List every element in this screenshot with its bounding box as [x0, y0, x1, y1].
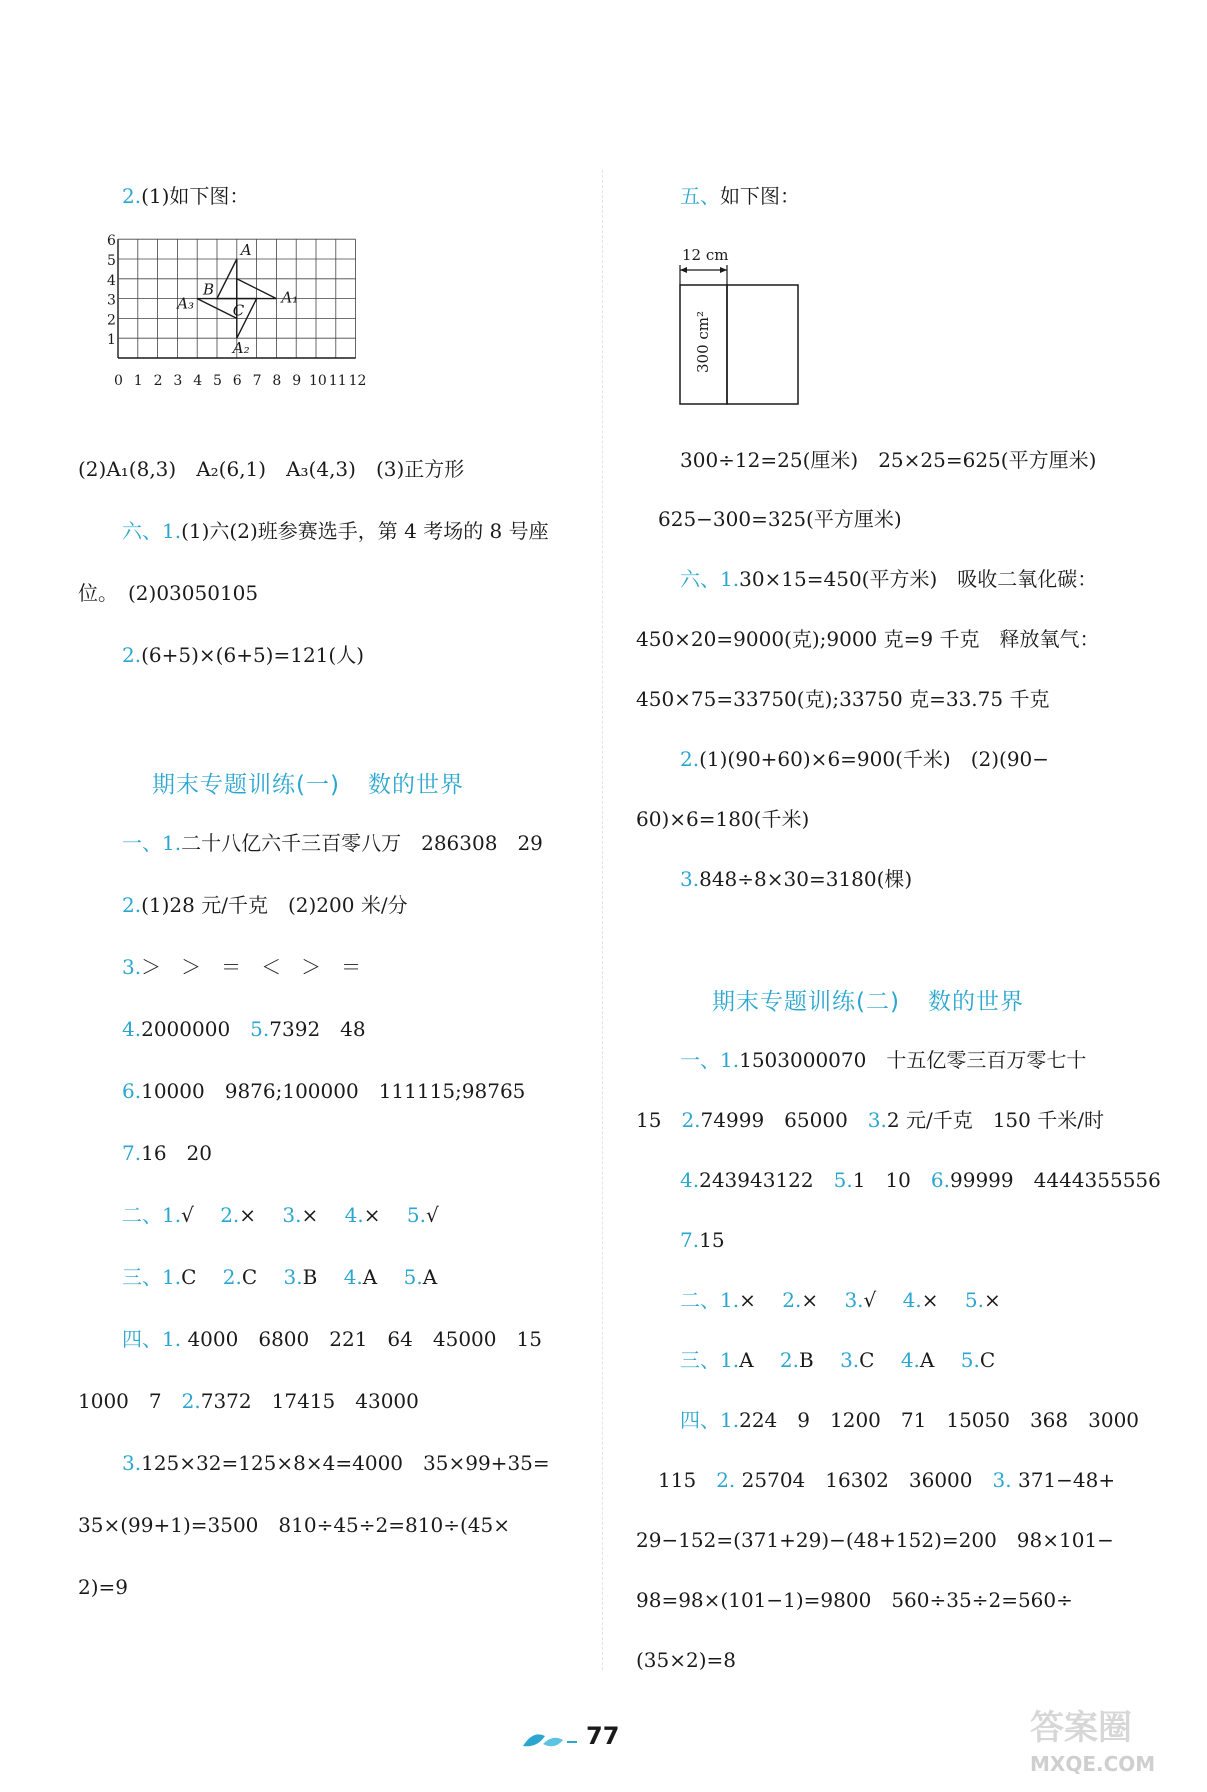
area-label: 300 cm² [694, 310, 712, 373]
y-tick-label: 2 [107, 312, 116, 329]
right-t7: 7.15 [680, 1228, 725, 1252]
right-si-1: 四、1.224 9 1200 71 15050 368 3000 [680, 1408, 1140, 1432]
right-si-3c: 98=98×(101−1)=9800 560÷35÷2=560÷ [636, 1588, 1073, 1612]
right-r2: 625−300=325(平方厘米) [658, 507, 902, 531]
y-tick-label: 4 [107, 272, 116, 289]
x-tick-label: 4 [193, 373, 203, 389]
x-tick-label: 10 [309, 373, 327, 389]
left-six-1a: 六、1.(1)六(2)班参赛选手，第 4 考场的 8 号座 [122, 519, 549, 543]
left-s2: 2.(1)28 元/千克 (2)200 米/分 [122, 893, 408, 917]
left-si-1b-2: 1000 7 2.7372 17415 43000 [78, 1389, 419, 1413]
left-si-3b: 35×(99+1)=3500 810÷45÷2=810÷(45× [78, 1513, 510, 1537]
y-tick-label: 6 [107, 233, 116, 250]
y-tick-label: 5 [107, 253, 116, 269]
x-tick-label: 2 [153, 373, 163, 389]
left-si-3a: 3.125×32=125×8×4=4000 35×99+35= [122, 1451, 550, 1475]
right-si-3d: (35×2)=8 [636, 1648, 737, 1672]
right-si-1b-3a: 115 2. 25704 16302 36000 3. 371−48+ [658, 1468, 1116, 1492]
y-tick-label: 3 [107, 292, 116, 309]
width-label: 12 cm [682, 246, 729, 264]
left-q2-2: (2)A₁(8,3) A₂(6,1) A₃(4,3) (3)正方形 [78, 457, 465, 481]
left-s4-s5: 4.2000000 5.7392 48 [122, 1017, 366, 1041]
left-si-3c: 2)=9 [78, 1575, 129, 1599]
x-tick-label: 7 [252, 373, 262, 389]
left-six-2: 2.(6+5)×(6+5)=121(人) [122, 643, 365, 667]
x-tick-label: 8 [272, 373, 282, 389]
x-tick-label: 12 [348, 373, 367, 389]
left-san-row: 三、1.C 2.C 3.B 4.A 5.A [122, 1265, 438, 1289]
watermark-logo: 答案圈 [1030, 1708, 1132, 1748]
right-t2-t3: 15 2.74999 65000 3.2 元/千克 150 千米/时 [636, 1108, 1104, 1132]
right-r3: 六、1.30×15=450(平方米) 吸收二氧化碳： [680, 567, 1098, 591]
right-r5: 450×75=33750(克);33750 克=33.75 千克 [636, 687, 1050, 711]
left-er-row: 二、1.√ 2.× 3.× 4.× 5.√ [122, 1203, 439, 1227]
watermark-url: MXQE.COM [1030, 1752, 1156, 1776]
right-t4-t6: 4.243943122 5.1 10 6.99999 4444355556 [680, 1168, 1161, 1192]
left-six-1b: 位。 (2)03050105 [78, 581, 259, 605]
right-wu: 五、如下图： [680, 184, 800, 208]
section-heading-2: 期末专题训练(二) 数的世界 [712, 989, 1024, 1015]
x-tick-label: 9 [292, 373, 302, 389]
left-q2-1: 2.(1)如下图： [122, 184, 250, 208]
x-tick-label: 1 [133, 373, 143, 389]
right-si-3b: 29−152=(371+29)−(48+152)=200 98×101− [636, 1528, 1114, 1552]
question-number: 2. [122, 184, 142, 208]
square-diagram [670, 245, 810, 415]
point-label: A [240, 241, 252, 259]
leaf-decoration-icon [519, 1726, 579, 1754]
left-si-1: 四、1. 4000 6800 221 64 45000 15 [122, 1327, 542, 1351]
right-r6: 2.(1)(90+60)×6=900(千米) (2)(90− [680, 747, 1050, 771]
y-tick-label: 1 [107, 332, 116, 349]
point-label: C [232, 301, 245, 320]
x-tick-label: 11 [328, 373, 347, 389]
right-t1: 一、1.1503000070 十五亿零三百万零七十 [680, 1048, 1087, 1072]
right-r7: 60)×6=180(千米) [636, 807, 810, 831]
section-heading-1: 期末专题训练(一) 数的世界 [152, 772, 464, 798]
left-s3: 3.＞ ＞ ＝ ＜ ＞ ＝ [122, 955, 362, 979]
point-label: B [203, 280, 215, 299]
point-label: A₂ [232, 339, 250, 358]
page-number: 77 [586, 1722, 620, 1750]
x-tick-label: 0 [114, 373, 123, 389]
left-s7: 7.16 20 [122, 1141, 212, 1165]
right-er-row: 二、1.× 2.× 3.√ 4.× 5.× [680, 1288, 1001, 1312]
point-label: A₃ [177, 294, 195, 313]
point-label: A₁ [281, 288, 299, 307]
right-san-row: 三、1.A 2.B 3.C 4.A 5.C [680, 1348, 996, 1372]
coordinate-grid [107, 233, 418, 418]
left-s1: 一、1.二十八亿六千三百零八万 286308 29 [122, 831, 543, 855]
x-tick-label: 3 [173, 373, 183, 389]
remaining-rect [727, 285, 798, 404]
page-fold-line [602, 170, 603, 1670]
left-s6: 6.10000 9876;100000 111115;98765 [122, 1079, 526, 1103]
right-r4: 450×20=9000(克);9000 克=9 千克 释放氧气： [636, 627, 1100, 651]
right-r8: 3.848÷8×30=3180(棵) [680, 867, 913, 891]
x-tick-label: 5 [213, 373, 222, 389]
right-r1: 300÷12=25(厘米) 25×25=625(平方厘米) [680, 448, 1097, 472]
x-tick-label: 6 [232, 373, 242, 389]
